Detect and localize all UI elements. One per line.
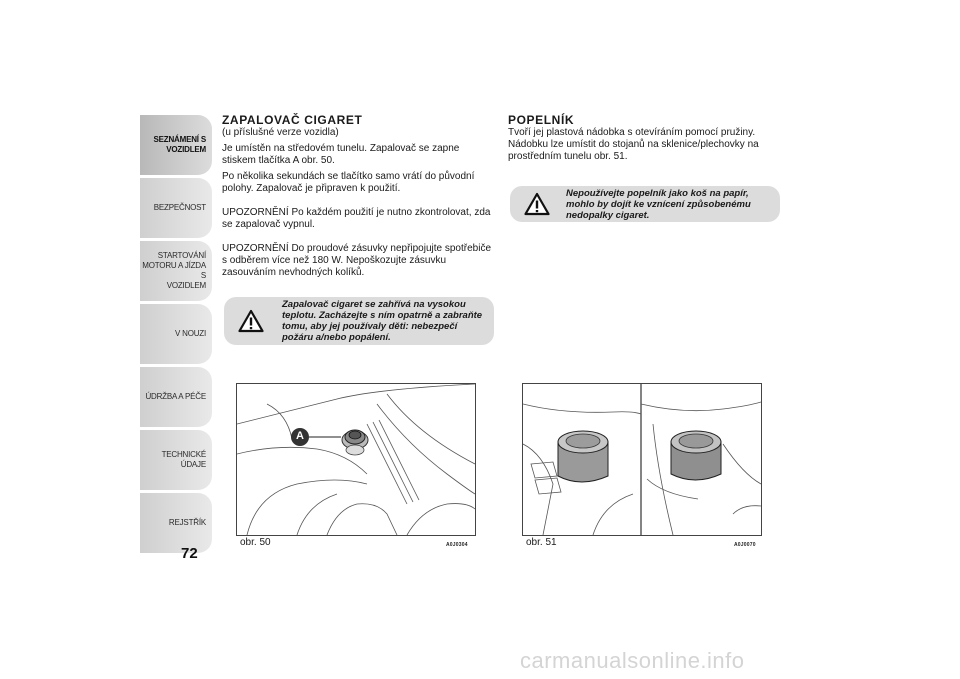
section-heading: ZAPALOVAČ CIGARET xyxy=(222,113,363,127)
paragraph: Je umístěn na středovém tunelu. Zapalovač se zapne stiskem tlačítka A obr. 50. xyxy=(222,143,460,166)
figure-caption: obr. 51 xyxy=(526,537,557,548)
figure-ashtray xyxy=(522,383,762,536)
section-subheading: (u příslušné verze vozidla) xyxy=(222,127,339,138)
tab-seznameni-s-vozidlem[interactable] xyxy=(140,115,212,175)
warning-text: Zapalovač cigaret se zahřívá na vysokou teplotu. Zacházejte s ním opatrně a zabraňte tomu, aby jej používaly děti: nebezpečí požáru a/nebo popálení. xyxy=(282,299,483,343)
paragraph: UPOZORNĚNÍ Do proudové zásuvky nepřipojujte spotřebiče s odběrem více než 180 W. Nepoškozujte zásuvku zasouváním nevhodných kolíků. xyxy=(222,243,492,278)
figure-code: A0J0070 xyxy=(734,542,756,548)
warning-triangle-icon xyxy=(238,309,264,333)
warning-box xyxy=(224,297,494,345)
warning-triangle-icon xyxy=(524,192,550,216)
watermark: carmanualsonline.info xyxy=(520,648,745,673)
tab-rejstrik[interactable] xyxy=(140,493,212,553)
tab-bezpecnost[interactable] xyxy=(140,178,212,238)
tab-label: BEZPEČNOST xyxy=(153,203,206,212)
paragraph: Po několika sekundách se tlačítko samo vrátí do původní polohy. Zapalovač je připraven k použití. xyxy=(222,171,475,194)
tab-v-nouzi[interactable] xyxy=(140,304,212,364)
page-number: 72 xyxy=(181,545,198,562)
figure-code: A0J0304 xyxy=(446,542,468,548)
tab-label: SEZNÁMENÍ S VOZIDLEM xyxy=(153,135,206,154)
figure-caption: obr. 50 xyxy=(240,537,271,548)
tab-label: V NOUZI xyxy=(174,329,206,338)
section-cigarette-lighter xyxy=(222,114,492,283)
paragraph: Tvoří jej plastová nádobka s otevíráním pomocí pružiny. Nádobku lze umístit do stojanů na sklenice/plechovky na prostředním tunelu obr. 51. xyxy=(508,127,759,162)
tab-label: STARTOVÁNÍ MOTORU A JÍZDA S VOZIDLEM xyxy=(142,251,206,290)
tab-label: TECHNICKÉ ÚDAJE xyxy=(161,450,206,469)
warning-text: Nepoužívejte popelník jako koš na papír, mohlo by dojít ke vznícení způsobenému nedopalky cigaret. xyxy=(566,187,751,221)
tab-technicke-udaje[interactable] xyxy=(140,430,212,490)
warning-box xyxy=(510,186,780,222)
tab-udrzba-a-pece[interactable] xyxy=(140,367,212,427)
section-heading: POPELNÍK xyxy=(508,113,575,127)
tab-startovani[interactable] xyxy=(140,241,212,301)
ashtray-illustration xyxy=(523,384,761,535)
paragraph: UPOZORNĚNÍ Po každém použití je nutno zkontrolovat, zda se zapalovač vypnul. xyxy=(222,207,491,230)
tab-label: ÚDRŽBA A PÉČE xyxy=(145,392,206,401)
figure-cigarette-lighter xyxy=(236,383,476,536)
tab-label: REJSTŘÍK xyxy=(168,518,206,527)
cigarette-lighter-illustration xyxy=(237,384,475,535)
callout-a-label: A xyxy=(296,430,304,442)
section-ashtray xyxy=(508,114,778,167)
